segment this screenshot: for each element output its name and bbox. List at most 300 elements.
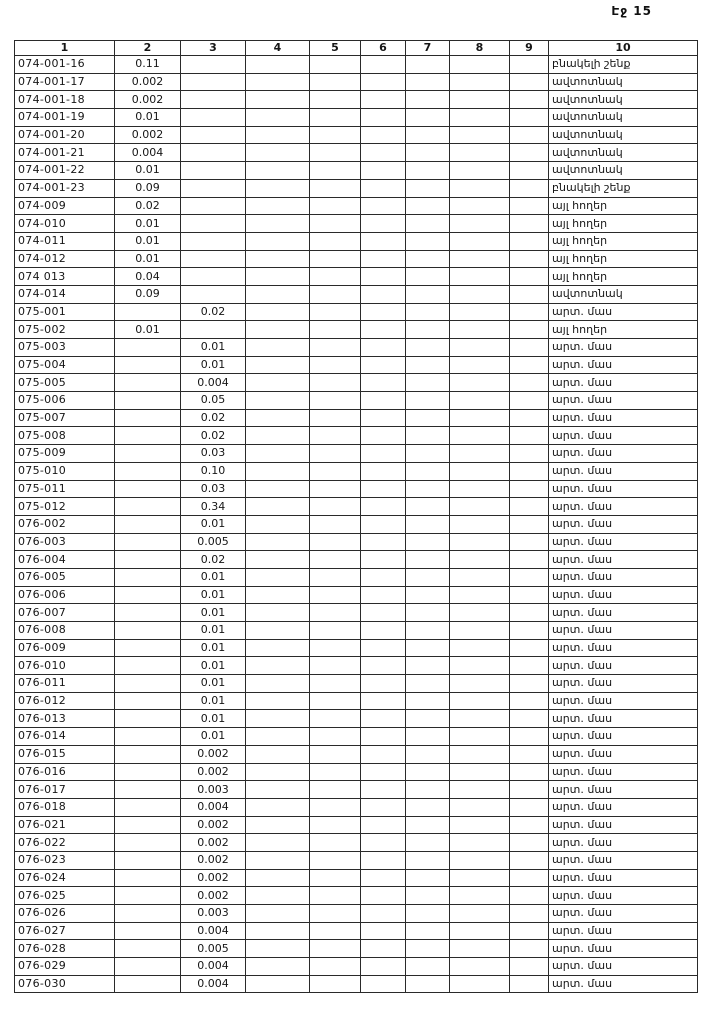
empty-cell xyxy=(361,392,406,410)
empty-cell xyxy=(450,586,510,604)
value-col2-cell xyxy=(115,480,181,498)
value-col2-cell xyxy=(115,622,181,640)
empty-cell xyxy=(450,622,510,640)
value-col2-cell xyxy=(115,445,181,463)
empty-cell xyxy=(310,356,361,374)
empty-cell xyxy=(310,462,361,480)
empty-cell xyxy=(510,657,549,675)
value-col2-cell xyxy=(115,515,181,533)
empty-cell xyxy=(310,250,361,268)
empty-cell xyxy=(310,498,361,516)
empty-cell xyxy=(361,515,406,533)
empty-cell xyxy=(310,657,361,675)
code-cell: 076-011 xyxy=(15,675,115,693)
description-cell: արտ. մաս xyxy=(549,869,698,887)
empty-cell xyxy=(310,109,361,127)
empty-cell xyxy=(510,692,549,710)
value-col3-cell: 0.003 xyxy=(181,905,246,923)
empty-cell xyxy=(450,781,510,799)
empty-cell xyxy=(510,285,549,303)
code-cell: 074-001-22 xyxy=(15,162,115,180)
empty-cell xyxy=(361,958,406,976)
empty-cell xyxy=(450,73,510,91)
value-col3-cell xyxy=(181,144,246,162)
value-col3-cell: 0.002 xyxy=(181,745,246,763)
empty-cell xyxy=(361,303,406,321)
table-row xyxy=(15,480,698,498)
empty-cell xyxy=(510,922,549,940)
table-row xyxy=(15,958,698,976)
empty-cell xyxy=(406,126,450,144)
table-row xyxy=(15,692,698,710)
empty-cell xyxy=(246,816,310,834)
code-cell: 074-014 xyxy=(15,285,115,303)
description-cell: արտ. մաս xyxy=(549,692,698,710)
empty-cell xyxy=(406,763,450,781)
table-row xyxy=(15,586,698,604)
table-row xyxy=(15,639,698,657)
table-row xyxy=(15,622,698,640)
empty-cell xyxy=(406,639,450,657)
value-col2-cell xyxy=(115,568,181,586)
code-cell: 075-005 xyxy=(15,374,115,392)
empty-cell xyxy=(310,392,361,410)
value-col2-cell xyxy=(115,745,181,763)
empty-cell xyxy=(450,462,510,480)
description-cell: արտ. մաս xyxy=(549,374,698,392)
description-cell: արտ. մաս xyxy=(549,498,698,516)
empty-cell xyxy=(246,392,310,410)
empty-cell xyxy=(246,639,310,657)
value-col3-cell: 0.004 xyxy=(181,374,246,392)
value-col3-cell xyxy=(181,250,246,268)
empty-cell xyxy=(361,781,406,799)
value-col2-cell xyxy=(115,692,181,710)
empty-cell xyxy=(450,551,510,569)
empty-cell xyxy=(450,392,510,410)
empty-cell xyxy=(510,869,549,887)
empty-cell xyxy=(246,374,310,392)
empty-cell xyxy=(450,639,510,657)
code-cell: 075-006 xyxy=(15,392,115,410)
table-row xyxy=(15,268,698,286)
empty-cell xyxy=(406,427,450,445)
empty-cell xyxy=(361,91,406,109)
empty-cell xyxy=(406,675,450,693)
value-col2-cell xyxy=(115,586,181,604)
description-cell: արտ. մաս xyxy=(549,356,698,374)
empty-cell xyxy=(450,958,510,976)
empty-cell xyxy=(510,781,549,799)
empty-cell xyxy=(510,480,549,498)
empty-cell xyxy=(246,232,310,250)
empty-cell xyxy=(310,781,361,799)
value-col2-cell xyxy=(115,728,181,746)
empty-cell xyxy=(450,339,510,357)
description-cell: բնակելի շենք xyxy=(549,179,698,197)
empty-cell xyxy=(406,834,450,852)
empty-cell xyxy=(361,445,406,463)
table-row xyxy=(15,215,698,233)
table-row xyxy=(15,763,698,781)
empty-cell xyxy=(510,745,549,763)
description-cell: ավտոտնակ xyxy=(549,144,698,162)
empty-cell xyxy=(310,586,361,604)
code-cell: 075-011 xyxy=(15,480,115,498)
empty-cell xyxy=(361,339,406,357)
value-col2-cell xyxy=(115,851,181,869)
empty-cell xyxy=(246,285,310,303)
empty-cell xyxy=(310,179,361,197)
value-col2-cell: 0.02 xyxy=(115,197,181,215)
empty-cell xyxy=(510,392,549,410)
empty-cell xyxy=(361,144,406,162)
empty-cell xyxy=(450,91,510,109)
empty-cell xyxy=(450,179,510,197)
code-cell: 074-001-16 xyxy=(15,56,115,74)
empty-cell xyxy=(310,339,361,357)
value-col2-cell: 0.002 xyxy=(115,126,181,144)
empty-cell xyxy=(406,445,450,463)
value-col3-cell: 0.004 xyxy=(181,922,246,940)
description-cell: արտ. մաս xyxy=(549,710,698,728)
table-row xyxy=(15,144,698,162)
value-col3-cell: 0.02 xyxy=(181,303,246,321)
empty-cell xyxy=(510,551,549,569)
empty-cell xyxy=(510,515,549,533)
empty-cell xyxy=(310,480,361,498)
code-cell: 076-005 xyxy=(15,568,115,586)
empty-cell xyxy=(510,604,549,622)
code-cell: 076-016 xyxy=(15,763,115,781)
empty-cell xyxy=(450,285,510,303)
empty-cell xyxy=(510,887,549,905)
value-col3-cell: 0.01 xyxy=(181,339,246,357)
code-cell: 076-026 xyxy=(15,905,115,923)
empty-cell xyxy=(406,56,450,74)
empty-cell xyxy=(361,869,406,887)
empty-cell xyxy=(406,321,450,339)
code-cell: 076-014 xyxy=(15,728,115,746)
empty-cell xyxy=(310,197,361,215)
empty-cell xyxy=(406,215,450,233)
empty-cell xyxy=(361,356,406,374)
empty-cell xyxy=(361,586,406,604)
empty-cell xyxy=(510,56,549,74)
empty-cell xyxy=(310,798,361,816)
empty-cell xyxy=(450,109,510,127)
code-cell: 076-007 xyxy=(15,604,115,622)
table-row xyxy=(15,179,698,197)
table-row xyxy=(15,356,698,374)
empty-cell xyxy=(310,922,361,940)
empty-cell xyxy=(450,834,510,852)
description-cell: այլ հողեր xyxy=(549,250,698,268)
empty-cell xyxy=(450,303,510,321)
empty-cell xyxy=(450,197,510,215)
table-row xyxy=(15,126,698,144)
empty-cell xyxy=(450,215,510,233)
empty-cell xyxy=(406,551,450,569)
empty-cell xyxy=(510,162,549,180)
table-row xyxy=(15,250,698,268)
value-col3-cell: 0.004 xyxy=(181,958,246,976)
empty-cell xyxy=(310,975,361,993)
value-col3-cell xyxy=(181,215,246,233)
empty-cell xyxy=(361,533,406,551)
empty-cell xyxy=(246,250,310,268)
empty-cell xyxy=(510,905,549,923)
empty-cell xyxy=(510,533,549,551)
table-row xyxy=(15,905,698,923)
description-cell: արտ. մաս xyxy=(549,657,698,675)
empty-cell xyxy=(510,144,549,162)
empty-cell xyxy=(450,568,510,586)
value-col3-cell: 0.03 xyxy=(181,445,246,463)
code-cell: 074-011 xyxy=(15,232,115,250)
value-col3-cell xyxy=(181,179,246,197)
empty-cell xyxy=(450,975,510,993)
code-cell: 076-009 xyxy=(15,639,115,657)
empty-cell xyxy=(450,604,510,622)
empty-cell xyxy=(246,56,310,74)
value-col3-cell: 0.01 xyxy=(181,515,246,533)
empty-cell xyxy=(406,232,450,250)
value-col3-cell: 0.002 xyxy=(181,887,246,905)
table-row xyxy=(15,922,698,940)
empty-cell xyxy=(361,215,406,233)
empty-cell xyxy=(406,816,450,834)
empty-cell xyxy=(361,374,406,392)
empty-cell xyxy=(510,586,549,604)
empty-cell xyxy=(510,427,549,445)
empty-cell xyxy=(450,480,510,498)
empty-cell xyxy=(246,321,310,339)
empty-cell xyxy=(406,285,450,303)
empty-cell xyxy=(450,692,510,710)
empty-cell xyxy=(406,781,450,799)
empty-cell xyxy=(246,710,310,728)
empty-cell xyxy=(450,250,510,268)
empty-cell xyxy=(361,887,406,905)
empty-cell xyxy=(310,639,361,657)
empty-cell xyxy=(406,622,450,640)
value-col2-cell: 0.01 xyxy=(115,109,181,127)
value-col3-cell xyxy=(181,73,246,91)
empty-cell xyxy=(406,197,450,215)
empty-cell xyxy=(246,144,310,162)
empty-cell xyxy=(310,851,361,869)
value-col2-cell: 0.002 xyxy=(115,91,181,109)
table-row xyxy=(15,374,698,392)
empty-cell xyxy=(406,905,450,923)
value-col2-cell: 0.01 xyxy=(115,250,181,268)
empty-cell xyxy=(361,657,406,675)
empty-cell xyxy=(310,427,361,445)
code-cell: 076-030 xyxy=(15,975,115,993)
table-row xyxy=(15,887,698,905)
empty-cell xyxy=(510,851,549,869)
empty-cell xyxy=(450,321,510,339)
empty-cell xyxy=(406,798,450,816)
value-col3-cell: 0.01 xyxy=(181,356,246,374)
empty-cell xyxy=(361,728,406,746)
empty-cell xyxy=(310,144,361,162)
empty-cell xyxy=(510,498,549,516)
empty-cell xyxy=(450,905,510,923)
empty-cell xyxy=(450,427,510,445)
data-table xyxy=(14,40,698,993)
code-cell: 076-004 xyxy=(15,551,115,569)
empty-cell xyxy=(450,445,510,463)
empty-cell xyxy=(310,940,361,958)
table-row xyxy=(15,604,698,622)
empty-cell xyxy=(310,285,361,303)
empty-cell xyxy=(246,480,310,498)
empty-cell xyxy=(510,91,549,109)
empty-cell xyxy=(406,268,450,286)
value-col3-cell xyxy=(181,321,246,339)
description-cell: արտ. մաս xyxy=(549,798,698,816)
empty-cell xyxy=(310,604,361,622)
empty-cell xyxy=(246,215,310,233)
empty-cell xyxy=(246,851,310,869)
empty-cell xyxy=(510,409,549,427)
empty-cell xyxy=(361,268,406,286)
empty-cell xyxy=(246,657,310,675)
empty-cell xyxy=(510,834,549,852)
empty-cell xyxy=(361,622,406,640)
empty-cell xyxy=(510,126,549,144)
empty-cell xyxy=(510,816,549,834)
empty-cell xyxy=(510,197,549,215)
empty-cell xyxy=(510,321,549,339)
empty-cell xyxy=(406,958,450,976)
value-col3-cell: 0.002 xyxy=(181,834,246,852)
value-col2-cell xyxy=(115,604,181,622)
empty-cell xyxy=(450,268,510,286)
empty-cell xyxy=(510,675,549,693)
table-row xyxy=(15,409,698,427)
empty-cell xyxy=(361,551,406,569)
value-col3-cell: 0.02 xyxy=(181,427,246,445)
empty-cell xyxy=(310,622,361,640)
empty-cell xyxy=(361,462,406,480)
empty-cell xyxy=(450,940,510,958)
empty-cell xyxy=(406,922,450,940)
value-col3-cell xyxy=(181,197,246,215)
empty-cell xyxy=(361,745,406,763)
table-row xyxy=(15,745,698,763)
empty-cell xyxy=(406,409,450,427)
value-col2-cell xyxy=(115,798,181,816)
value-col2-cell xyxy=(115,356,181,374)
empty-cell xyxy=(450,515,510,533)
empty-cell xyxy=(310,73,361,91)
empty-cell xyxy=(361,675,406,693)
value-col2-cell xyxy=(115,869,181,887)
table-row xyxy=(15,551,698,569)
empty-cell xyxy=(361,285,406,303)
empty-cell xyxy=(246,798,310,816)
code-cell: 074-009 xyxy=(15,197,115,215)
column-header: 3 xyxy=(181,41,246,56)
code-cell: 076-025 xyxy=(15,887,115,905)
value-col2-cell xyxy=(115,339,181,357)
value-col3-cell: 0.01 xyxy=(181,728,246,746)
empty-cell xyxy=(246,197,310,215)
value-col3-cell xyxy=(181,285,246,303)
code-cell: 075-004 xyxy=(15,356,115,374)
empty-cell xyxy=(246,445,310,463)
empty-cell xyxy=(510,622,549,640)
table-row xyxy=(15,91,698,109)
value-col2-cell xyxy=(115,551,181,569)
empty-cell xyxy=(406,887,450,905)
description-cell: արտ. մաս xyxy=(549,515,698,533)
empty-cell xyxy=(450,144,510,162)
code-cell: 076-023 xyxy=(15,851,115,869)
value-col2-cell xyxy=(115,905,181,923)
empty-cell xyxy=(406,586,450,604)
table-row xyxy=(15,675,698,693)
empty-cell xyxy=(361,109,406,127)
empty-cell xyxy=(310,692,361,710)
value-col3-cell: 0.002 xyxy=(181,869,246,887)
empty-cell xyxy=(406,250,450,268)
description-cell: ավտոտնակ xyxy=(549,73,698,91)
empty-cell xyxy=(246,692,310,710)
empty-cell xyxy=(310,710,361,728)
empty-cell xyxy=(361,763,406,781)
table-row xyxy=(15,568,698,586)
empty-cell xyxy=(310,675,361,693)
empty-cell xyxy=(310,515,361,533)
table-row xyxy=(15,869,698,887)
empty-cell xyxy=(450,763,510,781)
value-col2-cell: 0.01 xyxy=(115,321,181,339)
value-col2-cell xyxy=(115,834,181,852)
empty-cell xyxy=(450,126,510,144)
description-cell: արտ. մաս xyxy=(549,745,698,763)
column-header: 7 xyxy=(406,41,450,56)
code-cell: 076-024 xyxy=(15,869,115,887)
description-cell: այլ հողեր xyxy=(549,232,698,250)
table-row xyxy=(15,232,698,250)
empty-cell xyxy=(510,445,549,463)
description-cell: այլ հողեր xyxy=(549,215,698,233)
empty-cell xyxy=(361,498,406,516)
empty-cell xyxy=(361,816,406,834)
empty-cell xyxy=(310,834,361,852)
value-col3-cell: 0.005 xyxy=(181,940,246,958)
table-row xyxy=(15,197,698,215)
empty-cell xyxy=(406,356,450,374)
empty-cell xyxy=(246,551,310,569)
empty-cell xyxy=(310,816,361,834)
column-header: 2 xyxy=(115,41,181,56)
value-col3-cell: 0.004 xyxy=(181,798,246,816)
code-cell: 076-003 xyxy=(15,533,115,551)
empty-cell xyxy=(361,197,406,215)
empty-cell xyxy=(361,798,406,816)
empty-cell xyxy=(310,568,361,586)
table-row xyxy=(15,498,698,516)
code-cell: 076-006 xyxy=(15,586,115,604)
empty-cell xyxy=(450,533,510,551)
empty-cell xyxy=(510,303,549,321)
code-cell: 074-001-21 xyxy=(15,144,115,162)
